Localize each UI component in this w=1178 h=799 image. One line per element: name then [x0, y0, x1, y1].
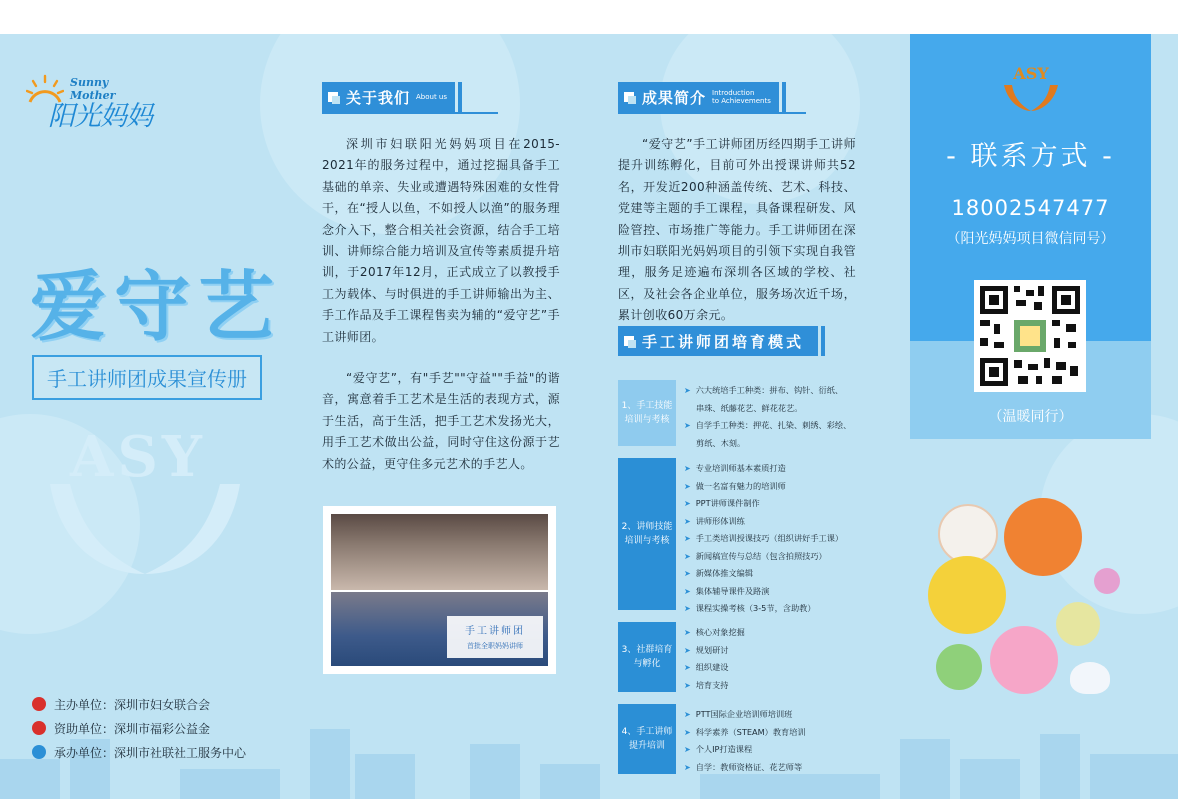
achievements-title-en-2: to Achievements — [712, 97, 771, 105]
model-row-3-label: 3、社群培育与孵化 — [618, 622, 676, 692]
craft-plates-image — [920, 494, 1160, 704]
model-item: ➤ 规划研讨 — [684, 642, 745, 660]
social-work-center-icon — [32, 745, 46, 759]
organizers-list — [32, 694, 246, 762]
model-item: ➤ 核心对象挖掘 — [684, 624, 745, 642]
qr-code-icon — [974, 280, 1086, 392]
model-row-4-label: 4、手工讲师提升培训 — [618, 704, 676, 774]
model-item: 串珠、纸藤花艺、鲜花花艺。 — [696, 402, 803, 413]
photo-caption-box — [447, 616, 543, 658]
asy-hands-watermark — [40, 424, 250, 584]
asy-logo-text: ASY — [1013, 64, 1049, 83]
organizer-undertaker — [32, 742, 246, 762]
model-heading — [618, 326, 832, 356]
model-item: ➤ 个人IP打造课程 — [684, 741, 806, 759]
cover-title: 爱守艺 — [30, 262, 282, 351]
craft-plate — [1004, 498, 1082, 576]
asy-logo — [1000, 64, 1062, 114]
about-title-cn: 关于我们 — [346, 88, 411, 107]
phone-number[interactable]: 18002547477 — [951, 196, 1110, 220]
organizer-host-label: 主办单位：深圳市妇女联合会 — [54, 697, 211, 712]
women-federation-icon — [32, 697, 46, 711]
model-item: ➤ PPT讲师课件制作 — [684, 495, 843, 513]
achievements-paragraph: “爱守艺”手工讲师团历经四期手工讲师提升训练孵化，目前可外出授课讲师共52名，开发近200种涵盖传统、艺术、科技、党建等主题的手工课程，具备课程研发、风险管控、市场推广等能力。手工讲师团在深圳市妇联阳光妈妈项目的引领下实现自我管理，服务足迹遍布深圳各区域的学校、社区，及社会各企业单位，服务场次近千场，累计创收60万余元。 — [618, 137, 856, 323]
wechat-note: （阳光妈妈项目微信同号） — [946, 231, 1115, 247]
model-row-4 — [618, 704, 806, 774]
model-item: ➤ 六大统培手工种类：拼布、钩针、衍纸、 — [684, 382, 851, 400]
photo-caption-1: 手工讲师团 — [465, 626, 525, 637]
model-item: ➤ 培育支持 — [684, 677, 745, 695]
group-photo-top — [331, 514, 548, 590]
craft-plate — [938, 504, 998, 564]
hands-icon — [40, 474, 250, 584]
model-row-3 — [618, 622, 745, 692]
achievements-title-en-1: Introduction — [712, 89, 755, 97]
model-item: ➤ 新闻稿宣传与总结（包含拍照技巧） — [684, 548, 843, 566]
model-item: 剪纸、木刻。 — [696, 437, 746, 448]
model-item: ➤ 新媒体推文编辑 — [684, 565, 843, 583]
about-heading — [322, 82, 498, 114]
achievements-title-en — [712, 89, 771, 105]
cover-subtitle: 手工讲师团成果宣传册 — [32, 355, 262, 400]
model-item: ➤ 做一名富有魅力的培训师 — [684, 478, 843, 496]
craft-plate — [1094, 568, 1120, 594]
model-item: ➤ 自学：教师资格证、花艺师等 — [684, 759, 806, 777]
organizer-undertaker-label: 承办单位：深圳市社联社工服务中心 — [54, 745, 247, 760]
model-item: ➤ PTT国际企业培训师培训班 — [684, 706, 806, 724]
model-row-1-label: 1、手工技能培训与考核 — [618, 380, 676, 446]
organizer-sponsor-label: 资助单位：深圳市福彩公益金 — [54, 721, 211, 736]
model-item: ➤ 课程实操考核（3-5节，含助教） — [684, 600, 843, 618]
model-item: ➤ 自学手工种类：押花、扎染、刺绣、彩绘、 — [684, 417, 851, 435]
slogan: （温暖同行） — [988, 409, 1073, 425]
achievements-heading — [618, 82, 806, 114]
craft-plate — [1070, 662, 1110, 694]
hands-icon — [1000, 83, 1062, 113]
contact-title: - 联系方式 - — [946, 141, 1115, 172]
achievements-title-cn: 成果简介 — [642, 88, 707, 107]
craft-plate — [1056, 602, 1100, 646]
model-item: ➤ 专业培训师基本素质打造 — [684, 460, 843, 478]
model-item: ➤ 手工类培训授课技巧（组织讲好手工课） — [684, 530, 843, 548]
qr-code[interactable] — [974, 280, 1086, 392]
model-row-2-label: 2、讲师技能培训与考核 — [618, 458, 676, 610]
model-row-2 — [618, 458, 844, 613]
model-item: ➤ 集体辅导课件及路演 — [684, 583, 843, 601]
watermark-text: ASY — [70, 424, 206, 490]
about-paragraph-2: “爱守艺”，有"手艺""守益""手益"的谐音，寓意着手工艺术是生活的表现方式，源于生活，高于生活，把手工艺术发扬光大，用手工艺术做出公益，同时守住这份源于艺术的公益，更守住多元艺术的手艺人。 — [322, 371, 560, 471]
photo-caption-2: 首批全职妈妈讲师 — [467, 642, 523, 650]
model-row-1 — [618, 380, 851, 446]
model-item: ➤ 科学素养（STEAM）教育培训 — [684, 724, 806, 742]
organizer-sponsor — [32, 718, 246, 738]
craft-plate — [990, 626, 1058, 694]
craft-plate — [936, 644, 982, 690]
model-item: ➤ 组织建设 — [684, 659, 745, 677]
organizer-host — [32, 694, 246, 714]
brochure — [0, 34, 1178, 799]
lottery-fund-icon — [32, 721, 46, 735]
about-title-en: About us — [416, 93, 448, 101]
team-photo — [323, 506, 556, 674]
model-item: ➤ 讲师形体训练 — [684, 513, 843, 531]
logo-chinese: 阳光妈妈 — [48, 101, 152, 132]
sunny-mother-logo — [26, 72, 156, 132]
craft-plate — [928, 556, 1006, 634]
logo-english: Sunny Mother — [70, 76, 116, 102]
model-title: 手工讲师团培育模式 — [642, 332, 805, 351]
about-paragraph-1: 深圳市妇联阳光妈妈项目在2015-2021年的服务过程中，通过挖掘具备手工基础的单亲、失业或遭遇特殊困难的女性骨干，在“授人以鱼，不如授人以渔”的服务理念介入下，整合相关社会资源，结合手工培训、讲师综合能力培训及宣传等素质提升培训，于2017年12月，正式成立了以教授手工为载体、与时俱进的手工讲师输出为主、手工作品及手工课程售卖为辅的“爱守艺”手工讲师团。 — [322, 137, 560, 344]
